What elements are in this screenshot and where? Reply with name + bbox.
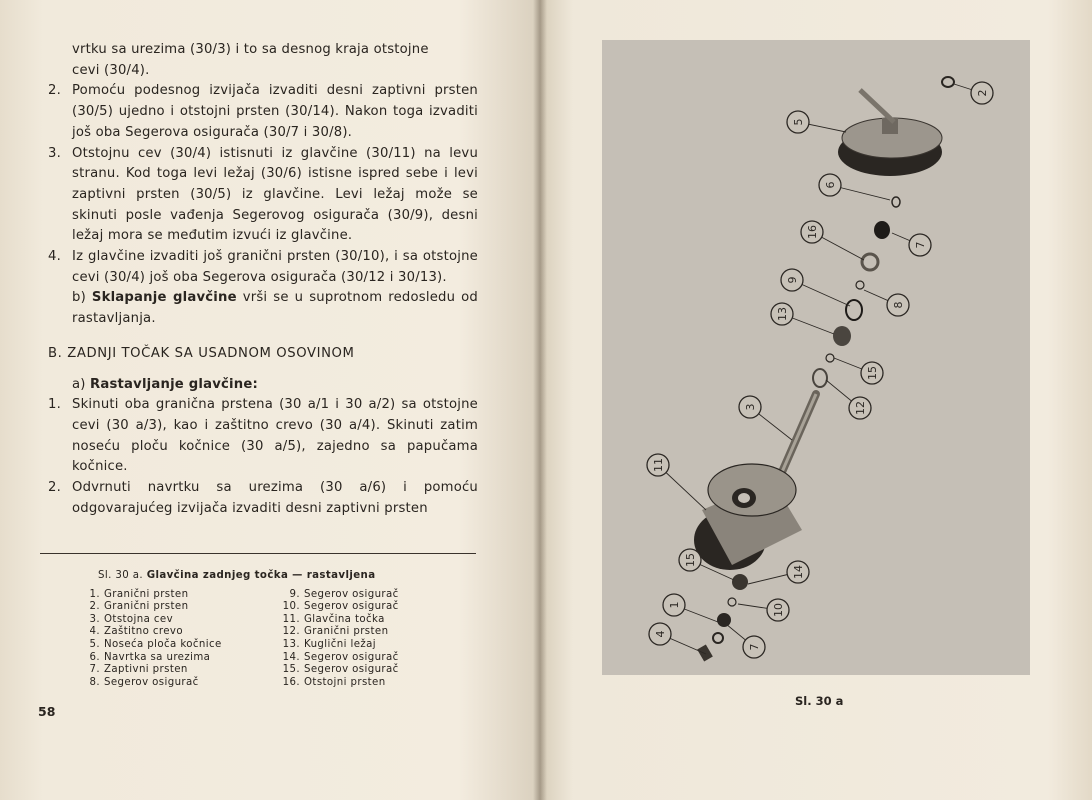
sub-item-a [48, 375, 478, 396]
legend-item-text: Glavčina točka [304, 613, 385, 625]
left-page [0, 0, 540, 800]
legend-item-text: Segerov osigurač [304, 664, 399, 676]
legend-item [280, 652, 480, 665]
callout-number: 14 [792, 565, 805, 579]
legend-item-text: Noseća ploča kočnice [104, 638, 222, 650]
section-heading: B. ZADNJI TOČAK SA USADNOM OSOVINOM [48, 345, 355, 361]
list-text: Pomoću podesnog izvijača izvaditi desni zaptivni prsten (30/5) ujedno i otstojni prsten (30/14). Nakon toga izvaditi još oba Segerova osigurača (30/7 i 30/8). [72, 83, 478, 140]
paragraph-continuation [48, 40, 478, 81]
legend-column-left [80, 589, 280, 690]
exploded-hub-illustration [602, 40, 1030, 675]
list-number: 3. [48, 145, 61, 161]
callout-number: 3 [744, 403, 757, 411]
legend-item-number: 2. [89, 601, 100, 613]
legend-item-number: 10. [282, 601, 300, 613]
callout-number: 11 [652, 458, 665, 472]
legend-item-text: Granični prsten [104, 588, 189, 600]
legend-item-number: 3. [89, 613, 100, 625]
legend-item-text: Granični prsten [304, 626, 389, 638]
list-text: Otstojnu cev (30/4) istisnuti iz glavčine (30/11) na levu stranu. Kod toga levi ležaj (30/6) istisne ispred sebe i levi zaptivni prsten (30/5) iz glavčine. Levi ležaj može se skinuti posle vađenja Segerovog osigurača (30/9), desni ležaj mora se međutim izvući iz glavčine. [72, 145, 478, 244]
lower-small-parts [697, 574, 748, 662]
legend-item [80, 589, 280, 602]
callout-number: 12 [854, 401, 867, 415]
list-text: Iz glavčine izvaditi još granični prsten (30/10), i sa otstojne cevi (30/4) još oba Segerova osigurača (30/12 i 30/13). [72, 249, 478, 285]
callout-number: 4 [654, 630, 667, 638]
figure-legend [80, 570, 480, 689]
legend-item-number: 11. [282, 613, 300, 625]
list-text: Skinuti oba granična prstena (30 a/1 i 30 a/2) sa otstojne cevi (30 a/3), kao i zaštitno crevo (30 a/4). Skinuti zatim noseću ploču kočnice (30 a/5), zajedno sa papučama kočnice. [72, 397, 478, 475]
legend-item [80, 664, 280, 677]
legend-item [280, 677, 480, 690]
sub-item-b [48, 288, 478, 329]
list-item [48, 395, 478, 478]
legend-column-right [280, 589, 480, 690]
callout-number: 7 [914, 241, 927, 249]
legend-item-number: 8. [89, 676, 100, 688]
list-item [48, 478, 478, 519]
callout-number: 15 [866, 366, 879, 380]
legend-item-number: 12. [282, 626, 300, 638]
figure-caption: Sl. 30 a [795, 694, 844, 708]
legend-columns [80, 589, 480, 690]
list-item [48, 247, 478, 288]
legend-item-number: 5. [89, 638, 100, 650]
legend-item-text: Kuglični ležaj [304, 638, 377, 650]
page-number: 58 [38, 704, 56, 719]
legend-item [280, 664, 480, 677]
sub-item-heading: Rastavljanje glavčine: [90, 376, 258, 392]
legend-item-text: Segerov osigurač [304, 601, 399, 613]
legend-item-text: Segerov osigurač [304, 588, 399, 600]
legend-item-number: 1. [89, 588, 100, 600]
text-line: cevi (30/4). [72, 62, 150, 78]
book-gutter [533, 0, 547, 800]
legend-item-number: 14. [282, 651, 300, 663]
legend-item [80, 601, 280, 614]
legend-item-number: 7. [89, 664, 100, 676]
callout-number: 10 [772, 603, 785, 617]
list-number: 4. [48, 249, 61, 265]
callout-number: 1 [668, 601, 681, 609]
legend-item-number: 9. [289, 588, 300, 600]
legend-item-number: 4. [89, 626, 100, 638]
bleed-through-text [600, 678, 603, 689]
legend-item-text: Zaštitno crevo [104, 626, 183, 638]
legend-item-text: Otstojni prsten [304, 676, 386, 688]
legend-item [80, 677, 280, 690]
hub-part [694, 464, 802, 570]
legend-title-text: Glavčina zadnjeg točka — rastavljena [146, 570, 376, 581]
body-text [48, 40, 478, 519]
callout-number: 13 [776, 307, 789, 321]
legend-item [80, 626, 280, 639]
footnote-rule [40, 553, 476, 554]
sub-item-heading: Sklapanje glavčine [91, 290, 237, 306]
legend-item [80, 639, 280, 652]
brake-plate-part [838, 90, 942, 176]
callout-number: 9 [786, 276, 799, 284]
list-number: 2. [48, 83, 61, 99]
text-line: vrtku sa urezima (30/3) i to sa desnog kraja otstojne [72, 42, 429, 57]
list-item [48, 81, 478, 143]
callout-number: 2 [976, 89, 989, 97]
legend-item-text: Segerov osigurač [104, 676, 199, 688]
legend-item-text: Granični prsten [104, 601, 189, 613]
legend-item [80, 614, 280, 627]
legend-item [80, 652, 280, 665]
legend-item-text: Segerov osigurač [304, 651, 399, 663]
legend-item-text: Otstojna cev [104, 613, 174, 625]
legend-title [98, 570, 480, 583]
legend-item-text: Zaptivni prsten [104, 664, 188, 676]
legend-item-text: Navrtka sa urezima [104, 651, 211, 663]
list-number: 2. [48, 480, 61, 496]
spacer-tube-part [782, 394, 816, 472]
list-number: 1. [48, 397, 61, 413]
list-text: Odvrnuti navrtku sa urezima (30 a/6) i pomoću odgovarajućeg izvijača izvaditi desni zaptivni prsten [72, 480, 478, 516]
legend-item-number: 15. [282, 664, 300, 676]
callout-number: 15 [684, 553, 697, 567]
legend-item [280, 614, 480, 627]
legend-item [280, 626, 480, 639]
legend-item [280, 601, 480, 614]
callout-number: 5 [792, 118, 805, 126]
callout-number: 6 [824, 181, 837, 189]
legend-item-number: 6. [89, 651, 100, 663]
legend-item-number: 13. [282, 638, 300, 650]
legend-title-prefix: Sl. 30 a. [98, 570, 144, 581]
sub-item-text: vrši se u suprotnom redosledu od rastavljanja. [72, 290, 478, 327]
callout-number: 16 [806, 225, 819, 239]
legend-item-number: 16. [282, 676, 300, 688]
list-item [48, 144, 478, 248]
legend-item [280, 639, 480, 652]
sub-item-prefix: b) [72, 290, 86, 306]
callout-number: 8 [892, 301, 905, 309]
sub-item-prefix: a) [72, 376, 86, 392]
callout-number: 7 [748, 643, 761, 651]
legend-item [280, 589, 480, 602]
